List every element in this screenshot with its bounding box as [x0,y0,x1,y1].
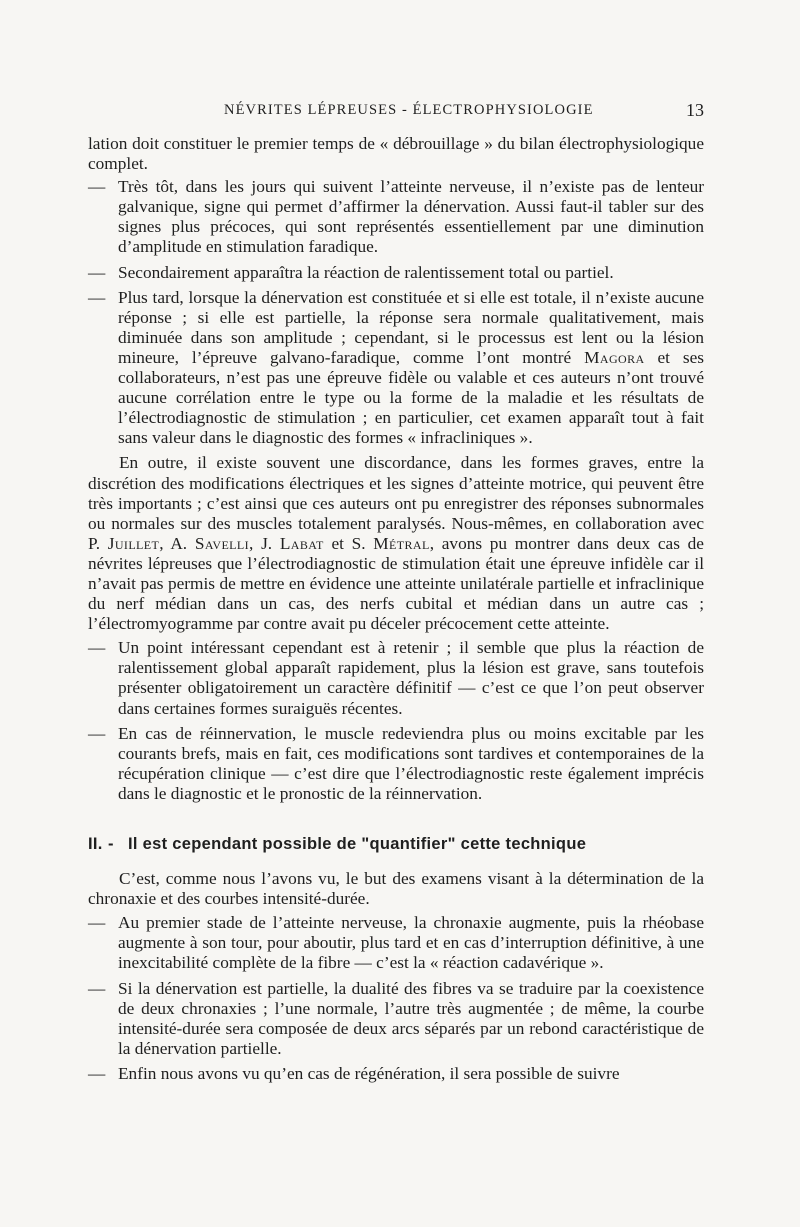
list-item [88,288,704,449]
dash-marker: — [88,978,106,998]
list-item [88,913,704,973]
list-item [88,177,704,257]
list-item [88,979,704,1059]
list-item-text: Si la dénervation est partielle, la dualité des fibres va se traduire par la coexistence de deux chronaxies ; l’une normale, l’autre très augmentée ; de même, la courbe intensité-durée sera composée de deux arcs séparés par un rebond caractéristique de la dénervation partielle. [118,978,704,1058]
paragraph [88,453,704,634]
author-name: Magora [584,347,645,367]
continuation-paragraph: lation doit constituer le premier temps de « débrouillage » du bilan électrophysiologique complet. [88,134,704,174]
list-item-text: En cas de réinnervation, le muscle redeviendra plus ou moins excitable par les courants brefs, mais en fait, ces modifications sont tardives et contemporaines de la récupération clinique — c’est dire que l’électrodiagnostic reste également imprécis dans le diagnostic et le pronostic de la réinnervation. [118,723,704,803]
text-run: , J. [249,533,280,553]
text-run: et S. [323,533,374,553]
dash-marker: — [88,1063,106,1083]
dash-marker: — [88,177,106,197]
list-item-text [118,288,704,449]
dash-marker: — [88,913,106,933]
list-item-text: Un point intéressant cependant est à retenir ; il semble que plus la réaction de ralentissement global apparaît rapidement, plus la lésion est grave, sans toutefois présenter obligatoirement un caractère définitif — c’est ce que l’on peut observer dans certaines formes suraiguës récentes. [118,638,704,718]
author-name: Savelli [194,533,250,553]
text-run: et ses collaborateurs, n’est pas une épreuve fidèle ou valable et ces auteurs n’ont trouvé aucune corrélation entre le type ou la forme de la maladie et les résultats de l’électrodiagnostic de stimulation ; en particulier, cet examen apparaît tout à fait sans valeur dans le diagnostic des formes « infracliniques ». [118,347,704,448]
author-name: Labat [279,533,324,553]
section-number: II. [88,835,103,853]
running-header [88,102,704,126]
list-item-text: Au premier stade de l’atteinte nerveuse, la chronaxie augmente, puis la rhéobase augmente à son tour, pour aboutir, plus tard et en cas d’interruption définitive, à une inexcitabilité complète de la fibre — c’est la « réaction cadavérique ». [118,913,704,973]
section-title: Il est cependant possible de "quantifier" cette technique [128,835,587,853]
list-item-text: Secondairement apparaîtra la réaction de ralentissement total ou partiel. [118,262,614,282]
list-item [88,1064,704,1084]
section-separator: - [108,835,114,853]
text-run: Plus tard, lorsque la dénervation est constituée et si elle est totale, il n’existe aucune réponse ; si elle est partielle, la réponse sera normale qualitativement, mais diminuée dans son amplitude ; cependant, si le processus est lent ou la lésion mineure, l’épreuve galvano-faradique, comme l’ont montré [118,287,704,367]
text-run: , avons pu montrer dans deux cas de névrites lépreuses que l’électrodiagnostic de stimulation était une épreuve infidèle car il n’avait pas permis de mettre en évidence une atteinte unilatérale partielle et infraclinique du nerf médian dans un cas, des nerfs cubital et médian dans un autre cas ; l’électromyogramme par contre avait pu déceler précocement cette atteinte. [88,533,704,634]
dash-marker: — [88,638,106,658]
section-heading [88,834,704,854]
text-run: En outre, il existe souvent une discordance, dans les formes graves, entre la discrétion des modifications électriques et les signes d’atteinte motrice, qui peuvent être très importants ; c’est ainsi que ces auteurs ont pu enregistrer des réponses subnormales ou normales sur des muscles totalement paralysés. Nous-mêmes, en collaboration avec P. [88,453,704,553]
list-item [88,724,704,804]
list-item [88,638,704,718]
dash-marker: — [88,287,106,307]
dash-marker: — [88,723,106,743]
author-name: Juillet [107,533,160,553]
body-text [88,134,704,1089]
list-item-text: Enfin nous avons vu qu’en cas de régénération, il sera possible de suivre [118,1063,620,1083]
dash-marker: — [88,262,106,282]
paragraph: C’est, comme nous l’avons vu, le but des examens visant à la détermination de la chronaxie et des courbes intensité-durée. [88,869,704,909]
text-run: , A. [159,533,195,553]
author-name: Métral [373,533,430,553]
list-item-text: Très tôt, dans les jours qui suivent l’atteinte nerveuse, il n’existe pas de lenteur galvanique, signe qui permet d’affirmer la dénervation. Aussi faut-il tabler sur des signes plus précoces, qui sont représentés essentiellement par une diminution d’amplitude en stimulation faradique. [118,177,704,257]
page-number: 13 [686,100,704,120]
running-title: NÉVRITES LÉPREUSES - ÉLECTROPHYSIOLOGIE [224,102,594,118]
list-item [88,263,704,283]
